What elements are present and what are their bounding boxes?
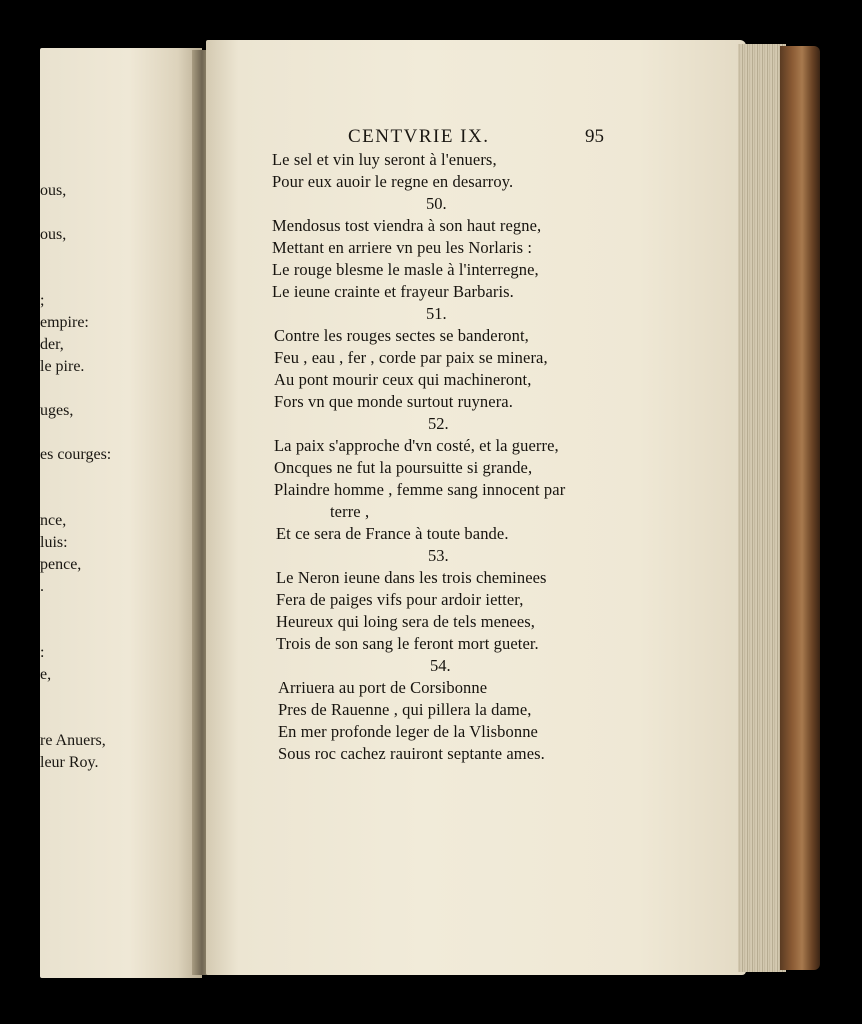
left-page-fragment: ; xyxy=(40,292,45,309)
verse-line: Oncques ne fut la poursuitte si grande, xyxy=(274,458,533,477)
left-page xyxy=(40,48,202,978)
left-page-fragment: empire: xyxy=(40,314,89,331)
verse-line: Fors vn que monde surtout ruynera. xyxy=(274,392,513,411)
quatrain-number: 54. xyxy=(430,656,451,675)
verse-line: Fera de paiges vifs pour ardoir ietter, xyxy=(276,590,524,609)
verse-line: Mendosus tost viendra à son haut regne, xyxy=(272,216,542,235)
left-page-fragment: : xyxy=(40,644,45,661)
left-page-fragment: . xyxy=(40,578,44,595)
left-page-fragment: luis: xyxy=(40,534,68,551)
verse-line: En mer profonde leger de la Vlisbonne xyxy=(278,722,538,741)
left-page-fragment: nce, xyxy=(40,512,67,529)
left-page-fragment: der, xyxy=(40,336,64,353)
verse-line: Contre les rouges sectes se banderont, xyxy=(274,326,529,345)
verse-line: Mettant en arriere vn peu les Norlaris : xyxy=(272,238,533,257)
left-page-fragment: ous, xyxy=(40,226,67,243)
verse-line: terre , xyxy=(330,502,370,521)
verse-line: Au pont mourir ceux qui machineront, xyxy=(274,370,532,389)
left-page-fragment: e, xyxy=(40,666,52,683)
left-page-fragment: uges, xyxy=(40,402,74,419)
verse-line: Heureux qui loing sera de tels menees, xyxy=(276,612,536,631)
quatrain-number: 51. xyxy=(426,304,447,323)
page-edges xyxy=(738,44,786,972)
verse-line: Feu , eau , fer , corde par paix se minera, xyxy=(274,348,548,367)
verse-line: Trois de son sang le feront mort gueter. xyxy=(276,634,539,653)
left-page-fragment: re Anuers, xyxy=(40,732,106,749)
verse-line: Sous roc cachez rauiront septante ames. xyxy=(278,744,545,763)
verse-line: Et ce sera de France à toute bande. xyxy=(276,524,509,543)
left-page-fragment: le pire. xyxy=(40,358,85,375)
left-page-fragment: es courges: xyxy=(40,446,112,463)
quatrain-number: 52. xyxy=(428,414,449,433)
page-number: 95 xyxy=(585,126,604,147)
quatrain-number: 50. xyxy=(426,194,447,213)
left-page-fragment: ous, xyxy=(40,182,67,199)
left-page-fragment: leur Roy. xyxy=(40,754,99,771)
left-page-fragment: pence, xyxy=(40,556,82,573)
verse-line: Plaindre homme , femme sang innocent par xyxy=(274,480,566,499)
verse-line: Le rouge blesme le masle à l'interregne, xyxy=(272,260,539,279)
verse-line: Pour eux auoir le regne en desarroy. xyxy=(272,172,514,191)
verse-line: Le Neron ieune dans les trois cheminees xyxy=(276,568,547,587)
verse-line: Arriuera au port de Corsibonne xyxy=(278,678,488,697)
verse-line: Le sel et vin luy seront à l'enuers, xyxy=(272,150,497,169)
verse-line: Le ieune crainte et frayeur Barbaris. xyxy=(272,282,514,301)
verse-line: Pres de Rauenne , qui pillera la dame, xyxy=(278,700,532,719)
verse-line: La paix s'approche d'vn costé, et la guerre, xyxy=(274,436,559,455)
book-cover-edge xyxy=(780,46,820,970)
quatrain-number: 53. xyxy=(428,546,449,565)
running-title: CENTVRIE IX. xyxy=(348,126,490,147)
